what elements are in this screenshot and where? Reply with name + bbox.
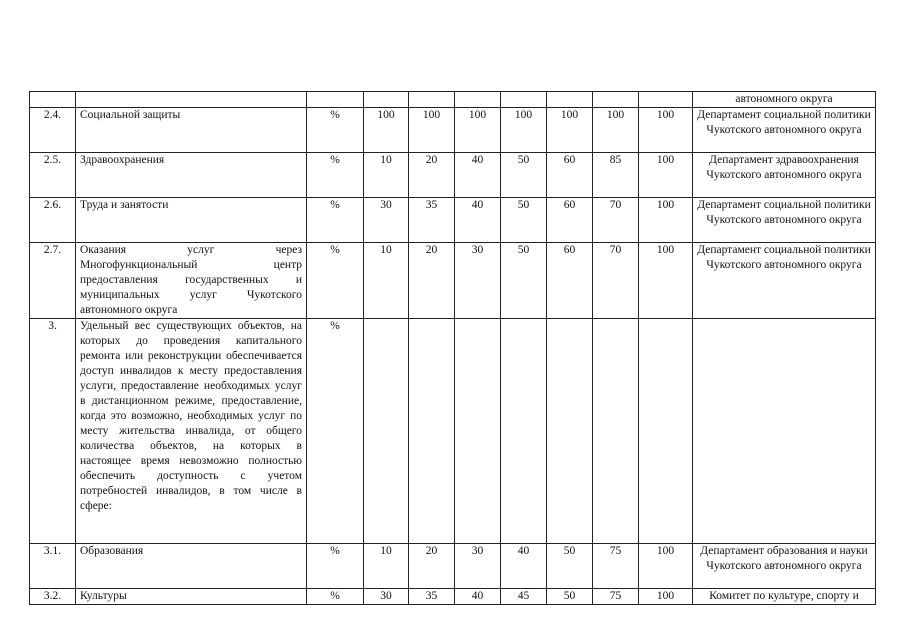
value-cell xyxy=(639,319,693,544)
row-number-cell: 3.2. xyxy=(30,589,76,605)
value-cell: 100 xyxy=(547,108,593,153)
value-cell xyxy=(547,92,593,108)
value-cell xyxy=(409,319,455,544)
value-cell: 40 xyxy=(455,153,501,198)
value-cell: 40 xyxy=(455,589,501,605)
indicator-name-cell: Оказания услуг через Многофункциональный центр предоставления государственных и муниципальных услуг Чукотского автономного округа xyxy=(76,243,307,319)
indicators-table xyxy=(29,91,876,605)
value-cell xyxy=(501,319,547,544)
value-cell xyxy=(455,319,501,544)
table-row xyxy=(30,589,876,605)
value-cell: 60 xyxy=(547,153,593,198)
value-cell: 100 xyxy=(455,108,501,153)
responsible-department-cell: Департамент образования и науки Чукотского автономного округа xyxy=(693,544,876,589)
value-cell: 50 xyxy=(501,243,547,319)
unit-cell: % xyxy=(307,589,364,605)
table-row xyxy=(30,153,876,198)
responsible-department-cell: Департамент социальной политики Чукотского автономного округа xyxy=(693,243,876,319)
value-cell: 100 xyxy=(639,108,693,153)
value-cell: 10 xyxy=(364,243,409,319)
indicator-name-cell: Удельный вес существующих объектов, на которых до проведения капитального ремонта или реконструкции обеспечивается доступ инвалидов к месту предоставления услуги, предоставление необходимых услуг в дистанционном режиме, предоставление, когда это возможно, необходимых услуг по месту жительства инвалида, от общего количества объектов, на которых в настоящее время невозможно полностью обеспечить доступность с учетом потребностей инвалидов, в том числе в сфере: xyxy=(76,319,307,544)
table-row xyxy=(30,319,876,544)
table-row xyxy=(30,92,876,108)
indicator-name-cell: Образования xyxy=(76,544,307,589)
value-cell: 70 xyxy=(593,198,639,243)
value-cell: 100 xyxy=(364,108,409,153)
table-row xyxy=(30,108,876,153)
indicator-name-cell: Социальной защиты xyxy=(76,108,307,153)
value-cell: 100 xyxy=(639,544,693,589)
value-cell xyxy=(364,92,409,108)
value-cell xyxy=(593,92,639,108)
indicator-name-cell xyxy=(76,92,307,108)
value-cell: 100 xyxy=(593,108,639,153)
responsible-department-cell: Комитет по культуре, спорту и xyxy=(693,589,876,605)
unit-cell: % xyxy=(307,198,364,243)
value-cell: 75 xyxy=(593,544,639,589)
value-cell: 45 xyxy=(501,589,547,605)
value-cell: 10 xyxy=(364,544,409,589)
value-cell xyxy=(639,92,693,108)
value-cell: 40 xyxy=(501,544,547,589)
responsible-department-cell xyxy=(693,319,876,544)
value-cell: 100 xyxy=(639,589,693,605)
table-body xyxy=(30,92,876,605)
value-cell: 100 xyxy=(639,198,693,243)
unit-cell: % xyxy=(307,108,364,153)
indicator-name-cell: Труда и занятости xyxy=(76,198,307,243)
value-cell xyxy=(364,319,409,544)
responsible-department-cell: Департамент социальной политики Чукотского автономного округа xyxy=(693,108,876,153)
row-number-cell: 2.6. xyxy=(30,198,76,243)
row-number-cell: 2.4. xyxy=(30,108,76,153)
value-cell xyxy=(501,92,547,108)
value-cell: 20 xyxy=(409,153,455,198)
value-cell: 100 xyxy=(639,153,693,198)
value-cell: 50 xyxy=(501,153,547,198)
value-cell: 30 xyxy=(455,243,501,319)
indicator-name-cell: Культуры xyxy=(76,589,307,605)
table-row xyxy=(30,544,876,589)
value-cell: 70 xyxy=(593,243,639,319)
unit-cell: % xyxy=(307,544,364,589)
unit-cell xyxy=(307,92,364,108)
value-cell: 30 xyxy=(455,544,501,589)
table-row xyxy=(30,243,876,319)
unit-cell: % xyxy=(307,243,364,319)
value-cell: 100 xyxy=(639,243,693,319)
value-cell: 85 xyxy=(593,153,639,198)
value-cell xyxy=(593,319,639,544)
row-number-cell: 2.5. xyxy=(30,153,76,198)
responsible-department-cell: Департамент здравоохранения Чукотского автономного округа xyxy=(693,153,876,198)
value-cell: 50 xyxy=(501,198,547,243)
value-cell: 100 xyxy=(501,108,547,153)
row-number-cell: 3. xyxy=(30,319,76,544)
row-number-cell: 2.7. xyxy=(30,243,76,319)
value-cell: 40 xyxy=(455,198,501,243)
responsible-department-cell: автономного округа xyxy=(693,92,876,108)
unit-cell: % xyxy=(307,153,364,198)
value-cell: 60 xyxy=(547,243,593,319)
value-cell: 50 xyxy=(547,589,593,605)
value-cell: 20 xyxy=(409,243,455,319)
responsible-department-cell: Департамент социальной политики Чукотского автономного округа xyxy=(693,198,876,243)
value-cell xyxy=(409,92,455,108)
row-number-cell xyxy=(30,92,76,108)
value-cell xyxy=(455,92,501,108)
value-cell: 35 xyxy=(409,589,455,605)
indicator-name-cell: Здравоохранения xyxy=(76,153,307,198)
unit-cell: % xyxy=(307,319,364,544)
value-cell: 20 xyxy=(409,544,455,589)
value-cell: 75 xyxy=(593,589,639,605)
value-cell: 60 xyxy=(547,198,593,243)
value-cell: 30 xyxy=(364,198,409,243)
value-cell: 100 xyxy=(409,108,455,153)
value-cell: 30 xyxy=(364,589,409,605)
value-cell: 35 xyxy=(409,198,455,243)
table-row xyxy=(30,198,876,243)
value-cell: 10 xyxy=(364,153,409,198)
row-number-cell: 3.1. xyxy=(30,544,76,589)
value-cell: 50 xyxy=(547,544,593,589)
value-cell xyxy=(547,319,593,544)
